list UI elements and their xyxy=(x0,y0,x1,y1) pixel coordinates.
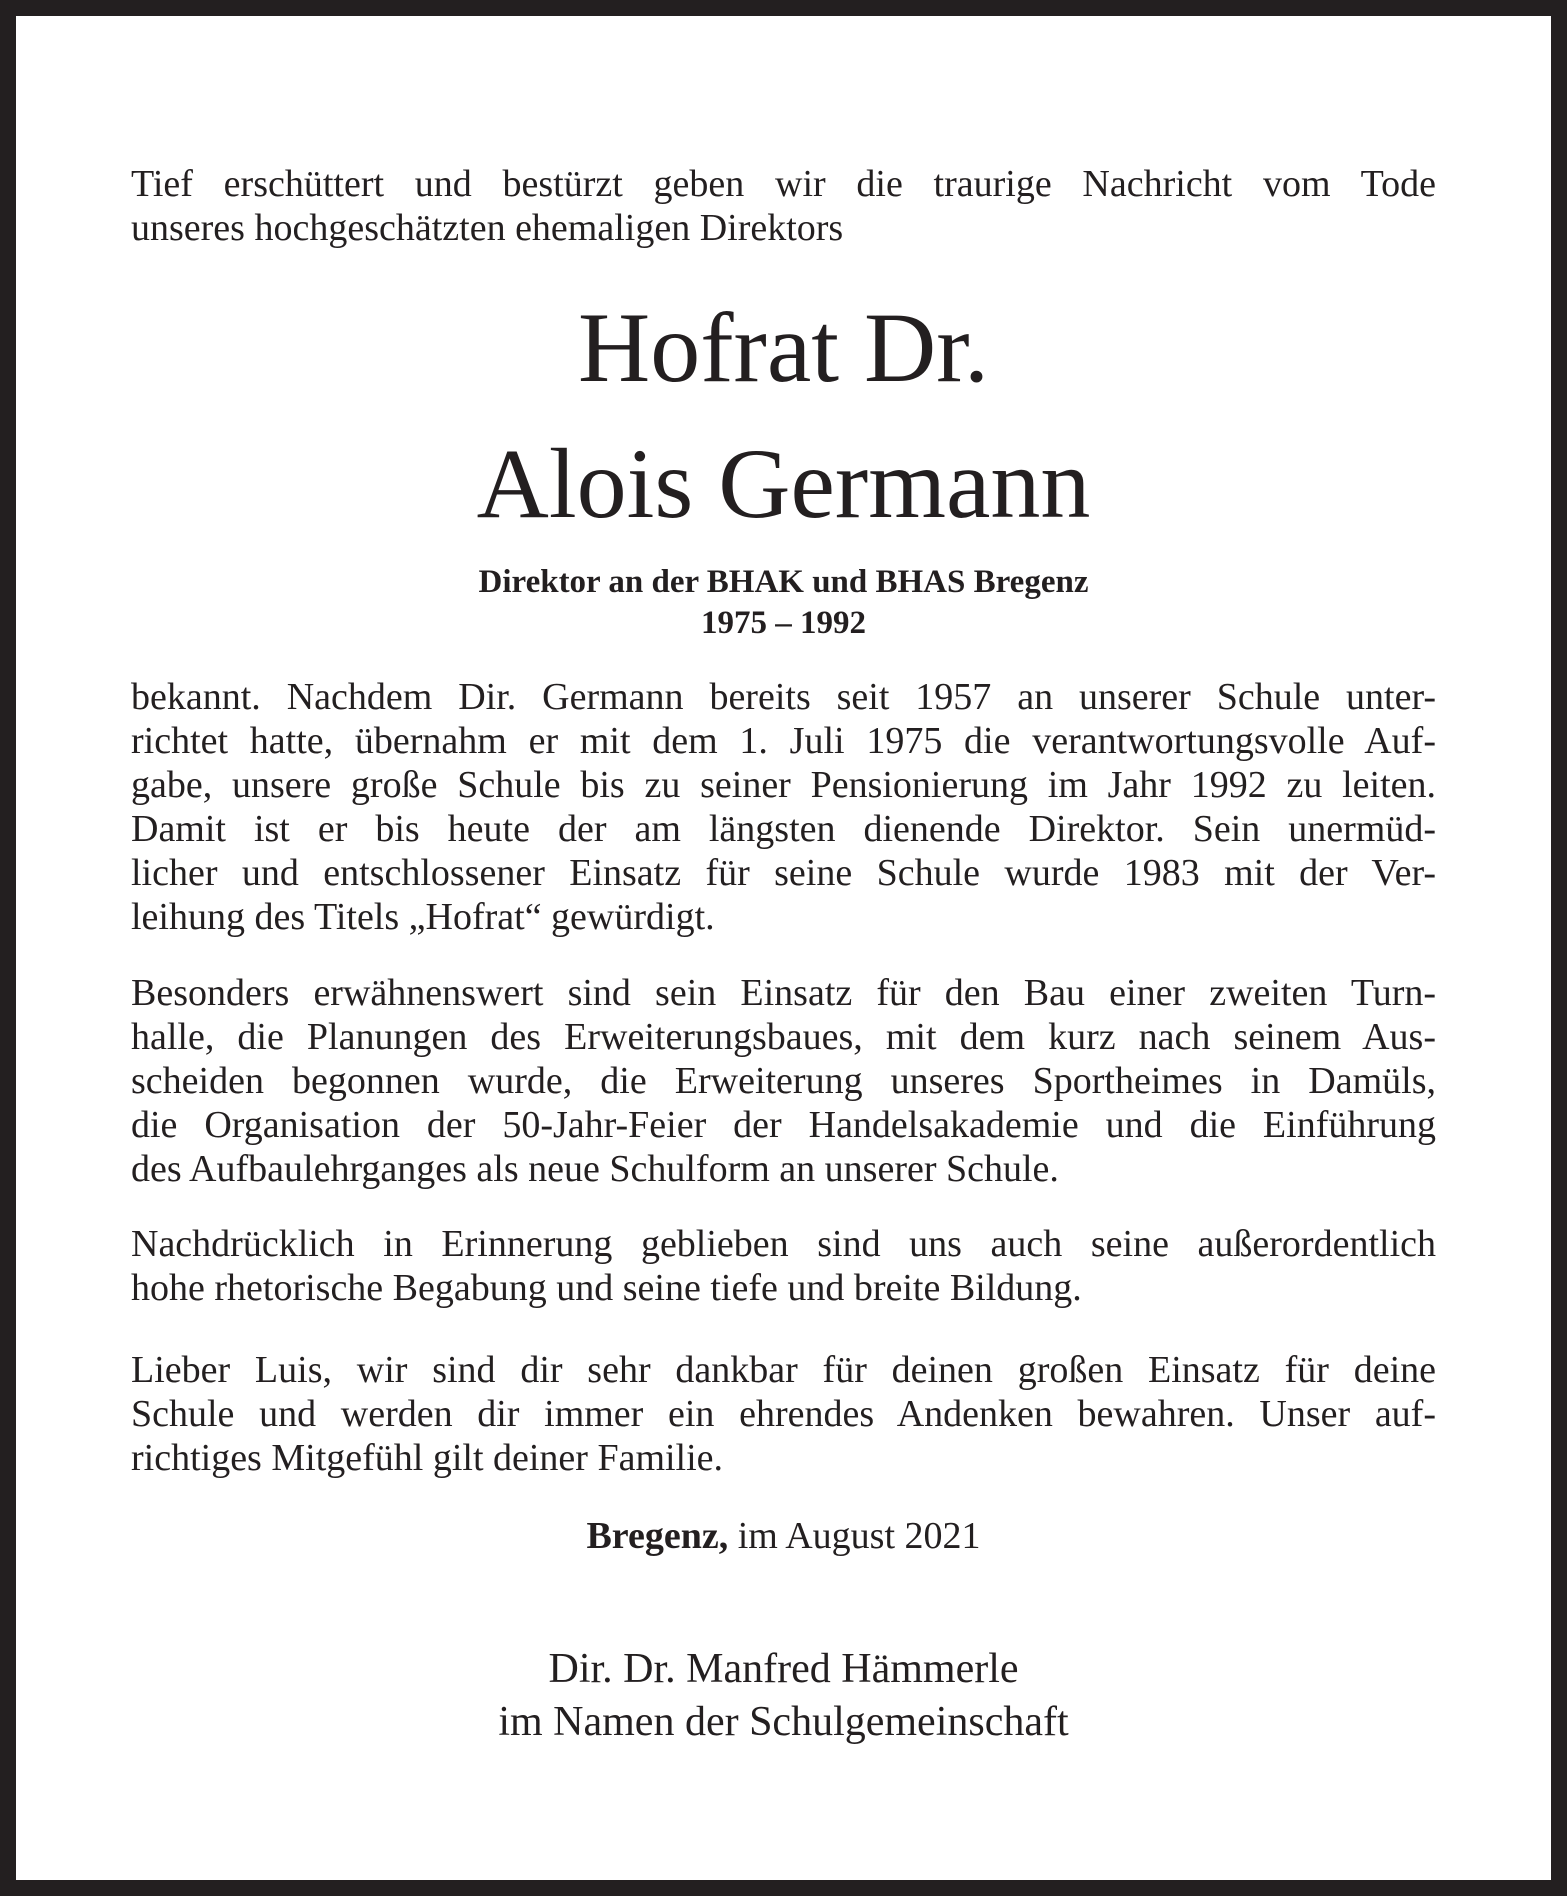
signer-role: im Namen der Schulgemeinschaft xyxy=(498,1699,1069,1745)
text-line: Schule und werden dir immer ein ehrendes Andenken bewahren. Unser auf- xyxy=(131,1393,1436,1435)
text-line: Nachdrücklich in Erinnerung geblieben sind uns auch seine außerordentlich xyxy=(131,1223,1436,1265)
paragraph-3 xyxy=(131,1222,1436,1310)
name-line: Hofrat Dr. xyxy=(578,292,989,403)
text-line: leihung des Titels „Hofrat“ gewürdigt. xyxy=(131,896,715,938)
position-block xyxy=(131,562,1436,644)
text-line: halle, die Planungen des Erweiterungsbaues, mit dem kurz nach seinem Aus- xyxy=(131,1016,1436,1058)
signer-name: Dir. Dr. Manfred Hämmerle xyxy=(548,1646,1019,1692)
text-line: licher und entschlossener Einsatz für seine Schule wurde 1983 mit der Ver- xyxy=(131,852,1436,894)
deceased-name xyxy=(131,280,1436,552)
text-line: scheiden begonnen wurde, die Erweiterung unseres Sportheimes in Damüls, xyxy=(131,1060,1436,1102)
intro-text xyxy=(131,162,1436,250)
text-line: richtiges Mitgefühl gilt deiner Familie. xyxy=(131,1437,724,1479)
text-line: bekannt. Nachdem Dir. Germann bereits seit 1957 an unserer Schule unter- xyxy=(131,676,1436,718)
text-line: richtet hatte, übernahm er mit dem 1. Juli 1975 die verantwortungsvolle Auf- xyxy=(131,720,1436,762)
intro-line: unseres hochgeschätzten ehemaligen Direktors xyxy=(131,207,844,249)
position-title: Direktor an der BHAK und BHAS Bregenz xyxy=(478,564,1089,600)
paragraph-1 xyxy=(131,675,1436,939)
text-line: die Organisation der 50-Jahr-Feier der Handelsakademie und die Einführung xyxy=(131,1104,1436,1146)
text-line: Besonders erwähnenswert sind sein Einsatz für den Bau einer zweiten Turn- xyxy=(131,972,1436,1014)
signature-block xyxy=(131,1643,1436,1749)
text-line: des Aufbaulehrganges als neue Schulform an unserer Schule. xyxy=(131,1148,1059,1190)
text-line: Damit ist er bis heute der am längsten dienende Direktor. Sein unermüd- xyxy=(131,808,1436,850)
years: 1975 – 1992 xyxy=(701,605,866,641)
text-line: hohe rhetorische Begabung und seine tiefe und breite Bildung. xyxy=(131,1267,1082,1309)
intro-line: Tief erschüttert und bestürzt geben wir die traurige Nachricht vom Tode xyxy=(131,163,1436,205)
text-line: Lieber Luis, wir sind dir sehr dankbar für deinen großen Einsatz für deine xyxy=(131,1349,1436,1391)
place: Bregenz, xyxy=(586,1515,729,1557)
place-date xyxy=(131,1514,1436,1558)
paragraph-2 xyxy=(131,971,1436,1191)
obituary-notice xyxy=(16,16,1551,1880)
paragraph-4 xyxy=(131,1348,1436,1480)
date: im August 2021 xyxy=(728,1515,981,1557)
text-line: gabe, unsere große Schule bis zu seiner Pensionierung im Jahr 1992 zu leiten. xyxy=(131,764,1436,806)
name-line: Alois Germann xyxy=(476,428,1091,539)
